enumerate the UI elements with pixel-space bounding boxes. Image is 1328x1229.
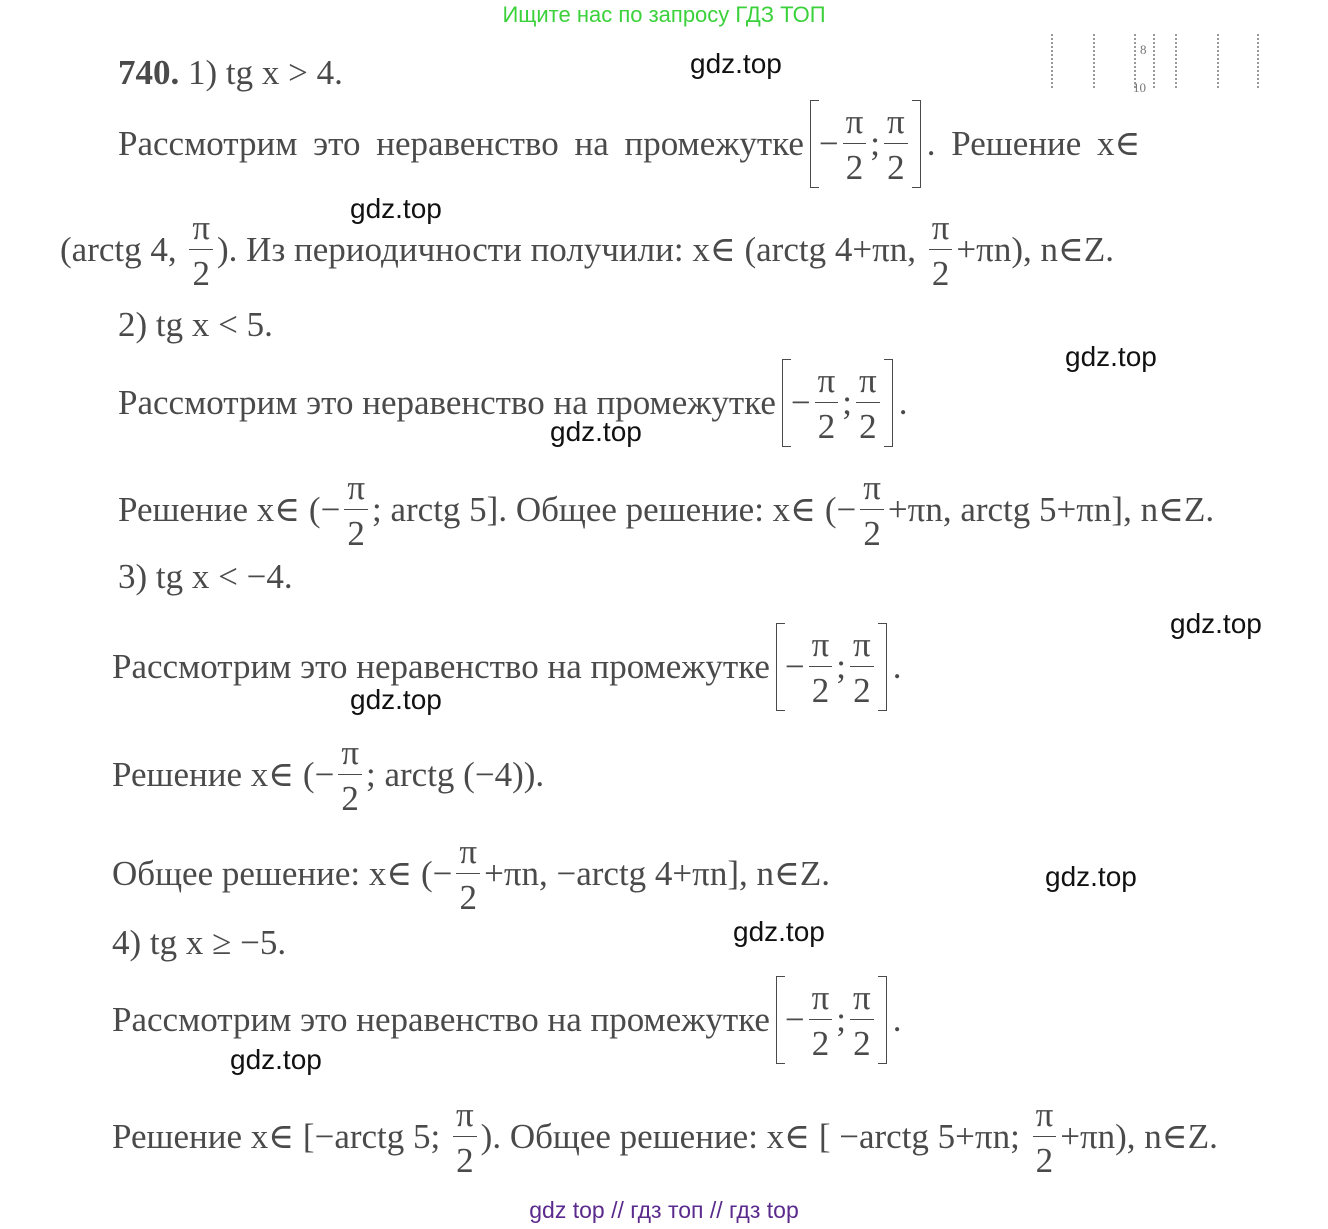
minus: −	[818, 124, 839, 163]
problem-number: 740.	[118, 53, 180, 92]
text: Решение x∈ (−	[112, 755, 335, 794]
fraction: $\frac{\pi}{2}$	[809, 627, 833, 708]
watermark: gdz.top	[690, 48, 782, 79]
text: ). Общее решение: x∈ [ −arctg 5+πn;	[480, 1117, 1029, 1156]
text: ; arctg 5]. Общее решение: x∈ (−	[372, 490, 857, 529]
text-line	[118, 96, 1140, 192]
text-line	[112, 727, 544, 823]
fraction: $\frac{\pi}{2}$	[1033, 1097, 1057, 1178]
text: Рассмотрим это неравенство на промежутке	[118, 124, 804, 163]
text: Решение x∈ (−	[118, 490, 341, 529]
text: .	[898, 383, 908, 422]
semicolon: ;	[836, 1000, 847, 1039]
watermark: gdz.top	[1065, 341, 1157, 372]
text: Рассмотрим это неравенство на промежутке	[112, 647, 770, 686]
minus: −	[784, 647, 805, 686]
fraction: $\frac{\pi}{2}$	[850, 980, 874, 1061]
fraction: $\frac{\pi}{2}$	[456, 834, 480, 915]
fraction: $\frac{\pi}{2}$	[338, 735, 362, 816]
ruler-label: 10	[1133, 80, 1146, 95]
fraction: $\frac{\pi}{2}$	[860, 470, 884, 551]
semicolon: ;	[842, 383, 853, 422]
text: .	[892, 1000, 902, 1039]
interval	[810, 100, 921, 188]
text: +πn, −arctg 4+πn], n∈Z.	[484, 854, 831, 893]
part-4-title: 4) tg x ≥ −5.	[112, 923, 287, 962]
fraction: $\frac{\pi}{2}$	[815, 363, 839, 444]
fraction: $\frac{\pi}{2}$	[850, 627, 874, 708]
fraction: $\frac{\pi}{2}$	[856, 363, 880, 444]
text: Рассмотрим это неравенство на промежутке	[112, 1000, 770, 1039]
text: Рассмотрим это неравенство на промежутке	[118, 383, 776, 422]
text: +πn), n∈Z.	[1060, 1117, 1218, 1156]
text: ). Из периодичности получили: x∈ (arctg 4+πn,	[217, 230, 925, 269]
minus: −	[784, 1000, 805, 1039]
text: Общее решение: x∈ (−	[112, 854, 453, 893]
text: . Решение x∈	[926, 124, 1141, 163]
fraction: $\frac{\pi}{2}$	[453, 1097, 477, 1178]
minus: −	[790, 383, 811, 422]
fraction: $\frac{\pi}{2}$	[809, 980, 833, 1061]
text-line	[118, 355, 907, 451]
text: ; arctg (−4)).	[366, 755, 545, 794]
fraction: $\frac{\pi}{2}$	[843, 104, 867, 185]
text-line	[112, 619, 901, 715]
ruler-label: 8	[1140, 42, 1147, 57]
text-line	[112, 1089, 1218, 1185]
interval	[776, 976, 887, 1064]
part-2-title: 2) tg x < 5.	[118, 305, 273, 344]
watermark: gdz.top	[230, 1044, 322, 1075]
text: Решение x∈ [−arctg 5;	[112, 1117, 449, 1156]
text: (arctg 4,	[60, 230, 186, 269]
watermark: gdz.top	[1170, 608, 1262, 639]
interval	[782, 359, 893, 447]
part-1-title: 1) tg x > 4.	[179, 53, 343, 92]
fraction: $\frac{\pi}{2}$	[344, 470, 368, 551]
text: +πn, arctg 5+πn], n∈Z.	[887, 490, 1215, 529]
text: +πn), n∈Z.	[956, 230, 1115, 269]
footer-links[interactable]: gdz top // гдз топ // гдз top	[529, 1197, 799, 1223]
watermark: gdz.top	[1045, 861, 1137, 892]
fraction: $\frac{\pi}{2}$	[884, 104, 908, 185]
search-banner[interactable]: Ищите нас по запросу ГДЗ ТОП	[502, 2, 826, 27]
text: .	[892, 647, 902, 686]
watermark: gdz.top	[350, 684, 442, 715]
fraction: $\frac{\pi}{2}$	[189, 210, 213, 291]
watermark: gdz.top	[550, 416, 642, 447]
watermark: gdz.top	[350, 193, 442, 224]
watermark: gdz.top	[733, 916, 825, 947]
semicolon: ;	[870, 124, 881, 163]
part-3-title: 3) tg x < −4.	[118, 557, 293, 596]
semicolon: ;	[836, 647, 847, 686]
interval	[776, 623, 887, 711]
fraction: $\frac{\pi}{2}$	[929, 210, 953, 291]
